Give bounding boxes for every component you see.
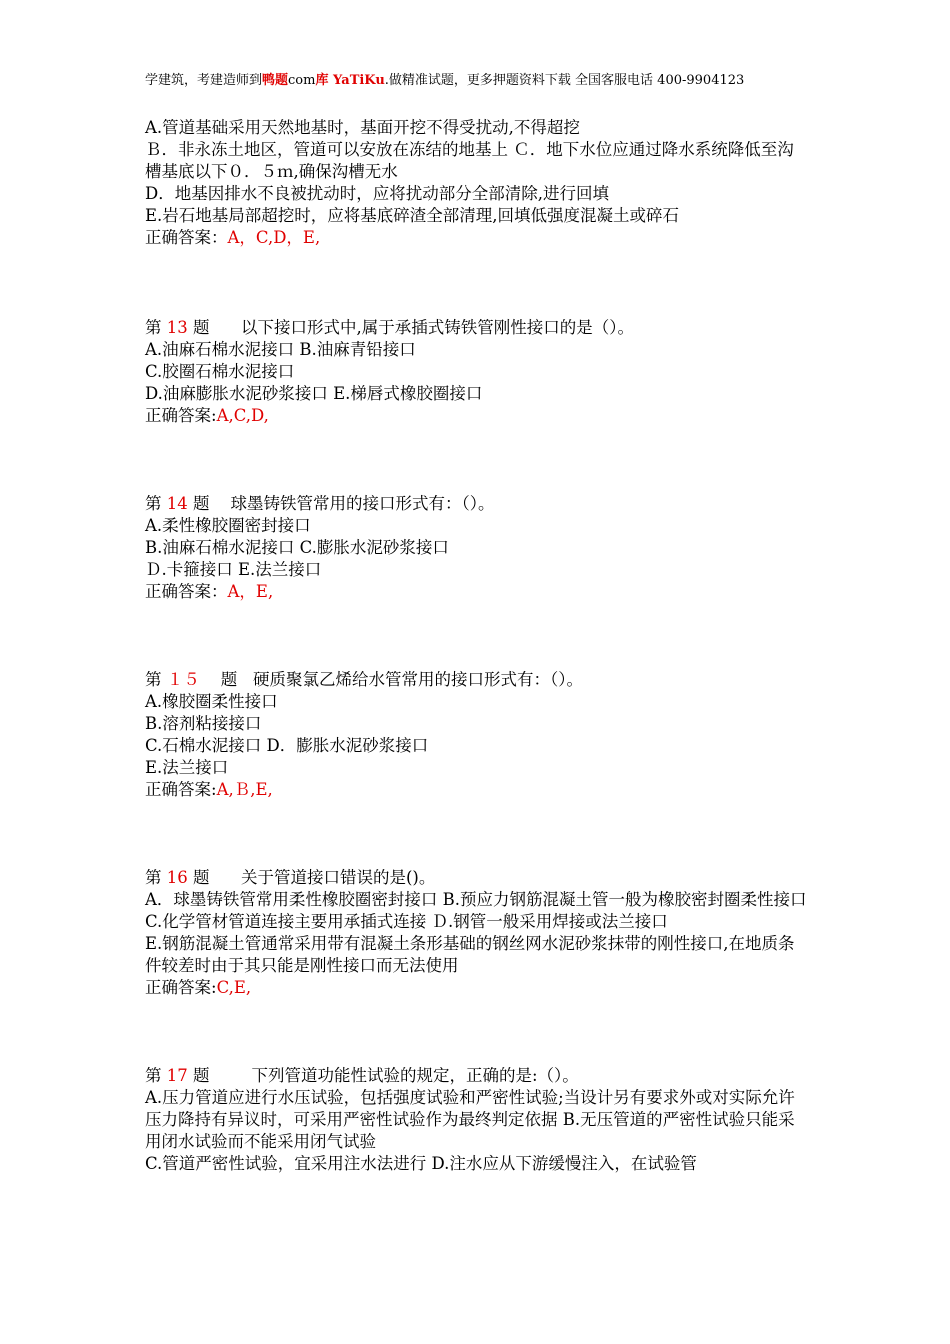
answer-label: 正确答案: [145, 780, 217, 799]
question-14 [145, 493, 810, 603]
question-number: 13 [166, 318, 188, 337]
question-15 [145, 669, 810, 801]
question-suffix: 题 [193, 318, 210, 337]
option-line: A.油麻石棉水泥接口 B.油麻青铅接口 [145, 340, 416, 359]
question-17 [145, 1065, 810, 1175]
answer-value: A，C,D，E, [227, 228, 321, 247]
option-line: Ｂ．非永冻土地区，管道可以安放在冻结的地基上 Ｃ．地下水位应通过降水系统降低至沟槽基底以下０．５ｍ,确保沟槽无水 [145, 140, 794, 181]
option-line: A．球墨铸铁管常用柔性橡胶圈密封接口 B.预应力钢筋混凝土管一般为橡胶密封圈柔性接口 C.化学管材管道连接主要用承插式连接 Ｄ.钢管一般采用焊接或法兰接口 [145, 890, 807, 931]
question-suffix: 题 [193, 494, 210, 513]
answer-line [145, 977, 810, 999]
question-12 [145, 117, 810, 249]
option-line: B.油麻石棉水泥接口 C.膨胀水泥砂浆接口 [145, 538, 449, 557]
question-title [145, 669, 810, 691]
question-16 [145, 867, 810, 999]
question-prefix: 第 [145, 1066, 162, 1085]
answer-label: 正确答案： [145, 582, 228, 601]
question-stem: 硬质聚氯乙烯给水管常用的接口形式有：（）。 [252, 670, 583, 689]
question-title [145, 493, 810, 515]
answer-line [145, 779, 810, 801]
question-suffix: 题 [193, 1066, 210, 1085]
answer-value: A,Ｂ,E, [216, 780, 273, 799]
question-stem: 下列管道功能性试验的规定，正确的是:（）。 [251, 1066, 579, 1085]
question-prefix: 第 [145, 670, 162, 689]
question-stem: 球墨铸铁管常用的接口形式有：（）。 [230, 494, 495, 513]
option-line: E.法兰接口 [145, 758, 229, 777]
option-line: A.管道基础采用天然地基时，基面开挖不得受扰动,不得超挖 [145, 118, 580, 137]
question-prefix: 第 [145, 318, 162, 337]
question-13 [145, 317, 810, 427]
question-prefix: 第 [145, 868, 162, 887]
header-brand-yati: 鸭题 [262, 73, 289, 88]
answer-label: 正确答案： [145, 228, 228, 247]
answer-label: 正确答案: [145, 978, 217, 997]
question-title [145, 867, 810, 889]
header-brand-yatiku: 库 YaTiKu [315, 73, 385, 88]
question-title [145, 1065, 810, 1087]
option-line: E.岩石地基局部超挖时，应将基底碎渣全部清理,回填低强度混凝土或碎石 [145, 206, 680, 225]
question-suffix: 题 [220, 670, 238, 689]
question-number: 17 [166, 1066, 188, 1085]
option-line: D.油麻膨胀水泥砂浆接口 E.梯唇式橡胶圈接口 [145, 384, 483, 403]
answer-line [145, 227, 810, 249]
option-line: D．地基因排水不良被扰动时，应将扰动部分全部清除,进行回填 [145, 184, 609, 203]
header-suffix: .做精准试题，更多押题资料下载 全国客服电话 400-9904123 [384, 73, 745, 88]
option-line: C.管道严密性试验，宜采用注水法进行 D.注水应从下游缓慢注入，在试验管 [145, 1154, 697, 1173]
option-line: B.溶剂粘接接口 [145, 714, 262, 733]
answer-value: A,C,D, [216, 406, 269, 425]
header-prefix: 学建筑，考建造师到 [145, 73, 263, 88]
answer-line [145, 405, 810, 427]
question-number: 14 [166, 494, 188, 513]
option-line: A.柔性橡胶圈密封接口 [145, 516, 311, 535]
question-suffix: 题 [193, 868, 210, 887]
option-line: C.石棉水泥接口 D．膨胀水泥砂浆接口 [145, 736, 429, 755]
option-line: E.钢筋混凝土管通常采用带有混凝土条形基础的钢丝网水泥砂浆抹带的刚性接口,在地质条件较差时由于其只能是刚性接口而无法使用 [145, 934, 795, 975]
answer-value: C,E, [216, 978, 252, 997]
question-prefix: 第 [145, 494, 162, 513]
answer-line [145, 581, 810, 603]
header-com: com [288, 73, 316, 88]
question-content [145, 117, 810, 1175]
answer-label: 正确答案: [145, 406, 217, 425]
answer-value: A，E, [227, 582, 274, 601]
question-stem: 关于管道接口错误的是()。 [240, 868, 436, 887]
question-number: 16 [166, 868, 188, 887]
option-line: A.压力管道应进行水压试验，包括强度试验和严密性试验;当设计另有要求外或对实际允许压力降持有异议时，可采用严密性试验作为最终判定依据 B.无压管道的严密性试验只能采用闭水试验而不能采用闭气试验 [145, 1088, 795, 1151]
question-title [145, 317, 810, 339]
page-header [145, 72, 845, 90]
question-number: １５ [166, 670, 200, 689]
question-stem: 以下接口形式中,属于承插式铸铁管刚性接口的是（）。 [240, 318, 634, 337]
option-line: Ｄ.卡箍接口 E.法兰接口 [145, 560, 322, 579]
option-line: C.胶圈石棉水泥接口 [145, 362, 295, 381]
option-line: A.橡胶圈柔性接口 [145, 692, 278, 711]
